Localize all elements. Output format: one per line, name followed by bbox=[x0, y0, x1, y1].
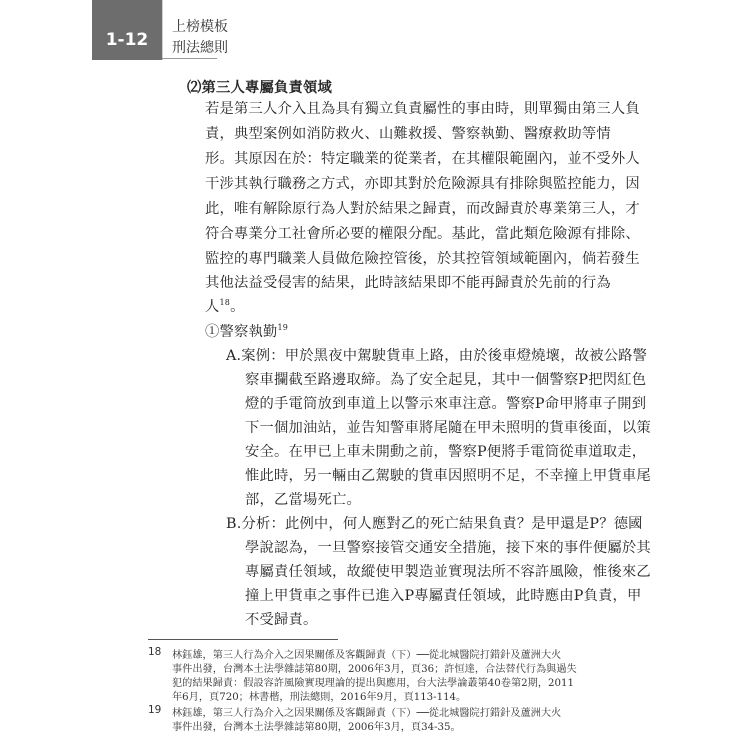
case-line: 部，乙當場死亡。 bbox=[245, 492, 361, 508]
footnote-ref-18[interactable]: 18 bbox=[219, 298, 231, 308]
page-number: 1-12 bbox=[105, 30, 149, 50]
analysis-line: 不受歸責。 bbox=[245, 612, 318, 628]
analysis-line: B.分析：此例中，何人應對乙的死亡結果負責？是甲還是P？德國 bbox=[226, 516, 643, 532]
case-line: A.案例：甲於黑夜中駕駛貨車上路，由於後車燈燒壞，故被公路警 bbox=[226, 348, 648, 364]
sub-heading-text: ①警察執勤 bbox=[205, 324, 278, 340]
page-number-tab bbox=[92, 0, 162, 60]
analysis-line: 專屬責任領域，故縱使甲製造並實現法所不容許風險，惟後來乙 bbox=[245, 564, 651, 580]
paragraph-line: 干涉其執行職務之方式，亦即其對於危險源具有排除與監控能力，因 bbox=[205, 176, 640, 192]
case-line: 安全。在甲已上車未開動之前，警察P便將手電筒從車道取走， bbox=[245, 444, 647, 460]
paragraph-text: 人 bbox=[205, 299, 220, 315]
footnote-line: 林鈺雄，第三人行為介入之因果關係及客觀歸責（下）──從北城醫院打錯針及蘆洲大火 bbox=[172, 708, 562, 719]
book-title: 上榜模板 bbox=[172, 19, 228, 35]
footnote-line: 事件出發，台灣本土法學雜誌第80期，2006年3月，頁34-35。 bbox=[172, 722, 461, 733]
footnote-line: 林鈺雄，第三人行為介入之因果關係及客觀歸責（下）──從北城醫院打錯針及蘆洲大火 bbox=[172, 650, 562, 661]
section-heading: ⑵第三人專屬負責領域 bbox=[187, 80, 332, 96]
case-line: 察車攔截至路邊取締。為了安全起見，其中一個警察P把閃紅色 bbox=[245, 372, 647, 388]
case-line: 燈的手電筒放到車道上以警示來車注意。警察P命甲將車子開到 bbox=[245, 396, 647, 412]
paragraph-line: 責，典型案例如消防救火、山難救援、警察執勤、醫療救助等情 bbox=[205, 126, 611, 142]
footnote-rule bbox=[148, 639, 338, 640]
chapter-title: 刑法總則 bbox=[172, 40, 228, 56]
footnote-number: 19 bbox=[148, 704, 162, 716]
sub-heading-police bbox=[205, 322, 288, 342]
footnote-line: 年6月，頁720；林書楷，刑法總則，2016年9月，頁113-114。 bbox=[172, 692, 467, 703]
analysis-line: 學說認為，一旦警察接管交通安全措施，接下來的事件便屬於其 bbox=[245, 540, 651, 556]
paragraph-line: 此，唯有解除原行為人對於結果之歸責，而改歸責於專業第三人，才 bbox=[205, 201, 640, 217]
footnote-line: 事件出發，台灣本土法學雜誌第80期，2006年3月，頁36；許恒達，合法替代行為與過失 bbox=[172, 664, 577, 675]
case-line: 下一個加油站，並告知警車將尾隨在甲未照明的貨車後面，以策 bbox=[245, 420, 651, 436]
paragraph-line: 符合專業分工社會所必要的權限分配。基此，當此類危險源有排除、 bbox=[205, 226, 640, 242]
paragraph-line-last bbox=[205, 297, 245, 317]
paragraph-line: 其他法益受侵害的結果，此時該結果即不能再歸責於先前的行為 bbox=[205, 275, 611, 291]
paragraph-line: 若是第三人介入且為具有獨立負責屬性的事由時，則單獨由第三人負 bbox=[205, 101, 640, 117]
paragraph-line: 形。其原因在於：特定職業的從業者，在其權限範圍內，並不受外人 bbox=[205, 151, 640, 167]
case-line: 惟此時，另一輛由乙駕駛的貨車因照明不足，不幸撞上甲貨車尾 bbox=[245, 468, 651, 484]
footnote-number: 18 bbox=[148, 646, 162, 658]
footnote-ref-19[interactable]: 19 bbox=[277, 323, 289, 333]
header-rule bbox=[162, 58, 217, 59]
header-divider bbox=[162, 0, 163, 60]
paragraph-line: 監控的專門職業人員做危險控管後，於其控管領域範圍內，倘若發生 bbox=[205, 251, 640, 267]
analysis-line: 撞上甲貨車之事件已進入P專屬責任領域，此時應由P負責，甲 bbox=[245, 588, 642, 604]
footnote-line: 犯的結果歸責：假設容許風險實現理論的提出與應用，台大法學論叢第40卷第2期，2011 bbox=[172, 678, 574, 689]
paragraph-text: 。 bbox=[230, 299, 245, 315]
